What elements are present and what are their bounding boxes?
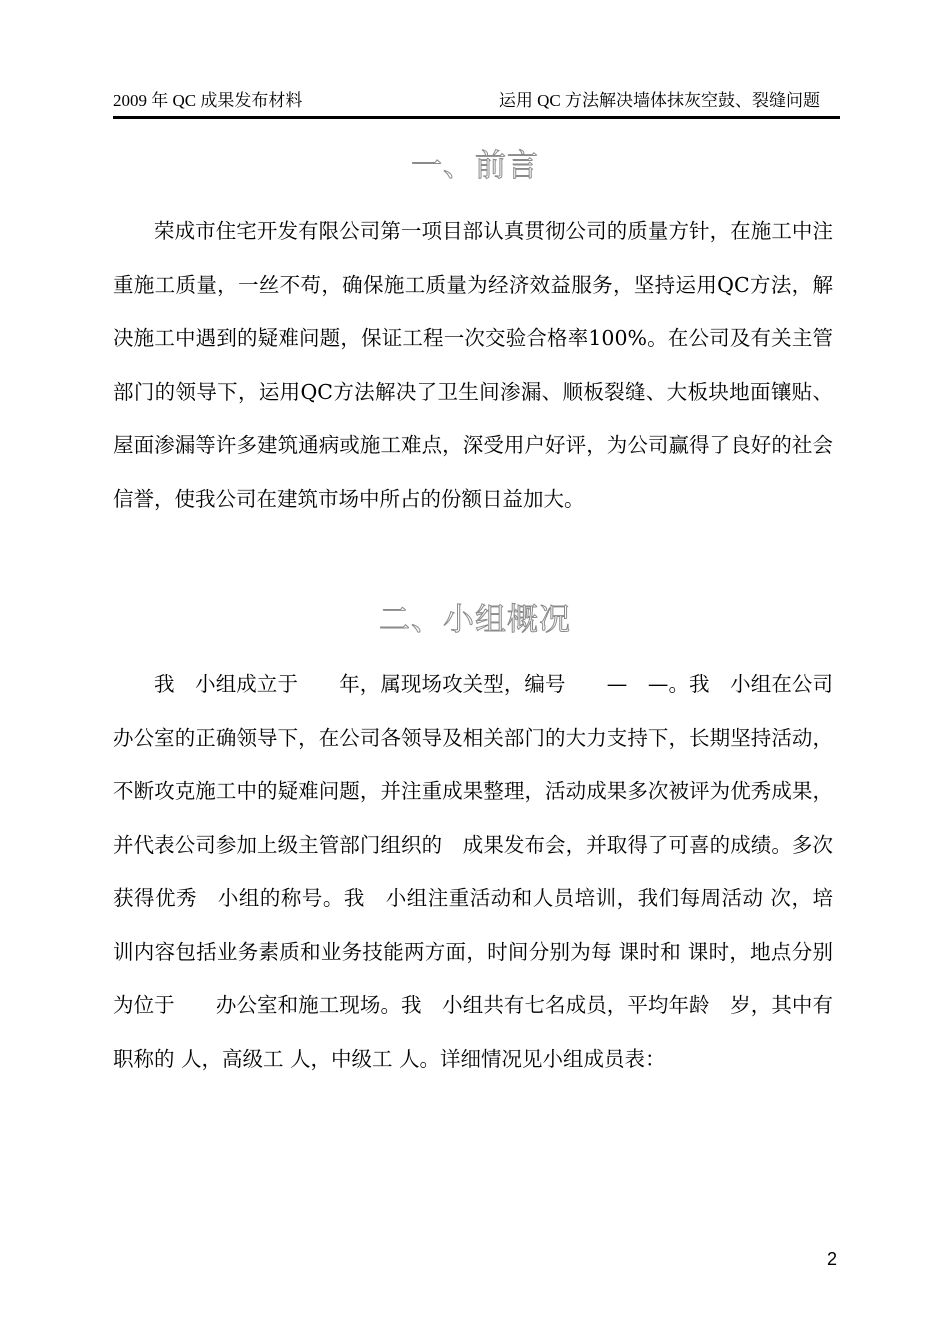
header-right-text: 运用 QC 方法解决墙体抹灰空鼓、裂缝问题 [498,91,820,110]
page-header [113,88,840,119]
section-title-preface: 一、前言 [411,148,539,184]
group-overview-paragraph: 我 小组成立于 年，属现场攻关型，编号 — —。我 小组在公司 办公室的正确领导下，在公司各领导及相关部门的大力支持下，长期坚持活动，不断攻克施工中的疑难问题，并注重成果整理，活动成果多次被评为优秀成果，并代表公司参加上级主管部门组织的 成果发布会，并取得了可喜的成绩。多次获得优秀 小组的称号。我 小组注重活动和人员培训，我们每周活动 次，培训内容包括业务素质和业务技能两方面，时间分别为每 课时和 课时，地点分别为位于 办公室和施工现场。我 小组共有七名成员，平均年龄 岁，其中有职称的 人，高级工 人，中级工 人。详细情况见小组成员表： [113,672,874,1071]
header-left-text: 2009 年 QC 成果发布材料 [113,91,303,110]
section-title-group-overview: 二、小组概况 [379,602,571,638]
page-number: 2 [826,1249,837,1269]
preface-paragraph: 荣成市住宅开发有限公司第一项目部认真贯彻公司的质量方针，在施工中注重施工质量，一丝不苟，确保施工质量为经济效益服务，坚持运用QC方法，解决施工中遇到的疑难问题，保证工程一次交验合格率100%。在公司及有关主管部门的领导下，运用QC方法解决了卫生间渗漏、顺板裂缝、大板块地面镶贴、屋面渗漏等许多建筑通病或施工难点，深受用户好评，为公司赢得了良好的社会信誉，使我公司在建筑市场中所占的份额日益加大。 [113,219,833,511]
